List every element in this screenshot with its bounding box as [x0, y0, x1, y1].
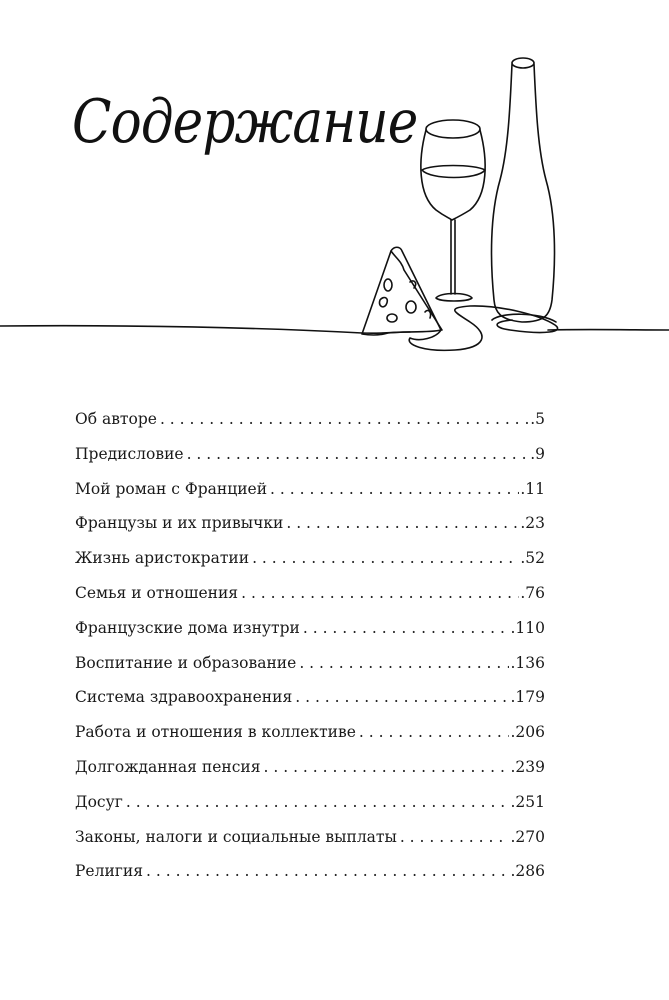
toc-entry-page: .206: [510, 723, 545, 742]
toc-entry-page: .9: [530, 444, 545, 463]
toc-entry[interactable]: [75, 619, 545, 654]
dot-leader: [146, 862, 509, 880]
toc-entry[interactable]: [75, 480, 545, 515]
toc-entry-page: .52: [520, 549, 545, 568]
dot-leader: [286, 514, 519, 532]
dot-leader: [264, 758, 510, 776]
toc-entry-page: .76: [520, 583, 545, 602]
wine-glass-icon: [421, 120, 485, 301]
toc-entry-page: .179: [510, 688, 545, 707]
toc-entry[interactable]: [75, 410, 545, 445]
toc-entry-title: Предисловие: [75, 444, 184, 463]
toc-entry[interactable]: [75, 793, 545, 828]
toc-entry[interactable]: [75, 654, 545, 689]
toc-entry[interactable]: [75, 758, 545, 793]
toc-entry-page: .286: [510, 862, 545, 881]
dot-leader: [252, 549, 519, 567]
toc-entry-page: .11: [520, 479, 545, 498]
toc-entry-title: Система здравоохранения: [75, 688, 293, 707]
toc-entry-title: Французы и их привычки: [75, 514, 284, 533]
toc-entry-page: .239: [510, 757, 545, 776]
dot-leader: [400, 828, 510, 846]
page-title: Содержание: [72, 87, 418, 157]
wine-cheese-illustration: [0, 0, 669, 380]
toc-entry-title: Воспитание и образование: [75, 653, 297, 672]
toc-entry-title: Религия: [75, 862, 144, 881]
toc-entry-page: .5: [530, 410, 545, 428]
dot-leader: [270, 480, 519, 498]
toc-entry[interactable]: [75, 828, 545, 863]
toc-entry-page: .110: [510, 618, 545, 637]
dot-leader: [241, 584, 519, 602]
toc-entry[interactable]: [75, 584, 545, 619]
dot-leader: [295, 688, 509, 706]
toc-entry[interactable]: [75, 445, 545, 480]
dot-leader: [160, 410, 529, 428]
toc-entry-title: Французские дома изнутри: [75, 618, 300, 637]
toc-entry-page: .251: [510, 792, 545, 811]
toc-entry-page: .136: [510, 653, 545, 672]
dot-leader: [187, 445, 530, 463]
cheese-icon: [362, 247, 442, 335]
toc-entry[interactable]: [75, 688, 545, 723]
baseline-line: [0, 326, 410, 334]
dot-leader: [359, 723, 510, 741]
dot-leader: [299, 654, 509, 672]
toc-entry[interactable]: [75, 723, 545, 758]
table-of-contents: [75, 410, 545, 897]
dot-leader: [126, 793, 510, 811]
toc-entry-page: .23: [520, 514, 545, 533]
toc-entry[interactable]: [75, 862, 545, 897]
toc-entry[interactable]: [75, 549, 545, 584]
toc-entry-title: Жизнь аристократии: [75, 549, 250, 568]
toc-entry-title: Об авторе: [75, 410, 157, 428]
wine-bottle-icon: [492, 58, 556, 322]
dot-leader: [303, 619, 510, 637]
toc-entry[interactable]: [75, 514, 545, 549]
toc-entry-title: Досуг: [75, 792, 123, 811]
toc-entry-title: Законы, налоги и социальные выплаты: [75, 827, 397, 846]
toc-entry-page: .270: [510, 827, 545, 846]
toc-entry-title: Семья и отношения: [75, 583, 239, 602]
toc-entry-title: Работа и отношения в коллективе: [75, 723, 356, 742]
toc-entry-title: Мой роман с Францией: [75, 479, 268, 498]
toc-entry-title: Долгожданная пенсия: [75, 757, 261, 776]
